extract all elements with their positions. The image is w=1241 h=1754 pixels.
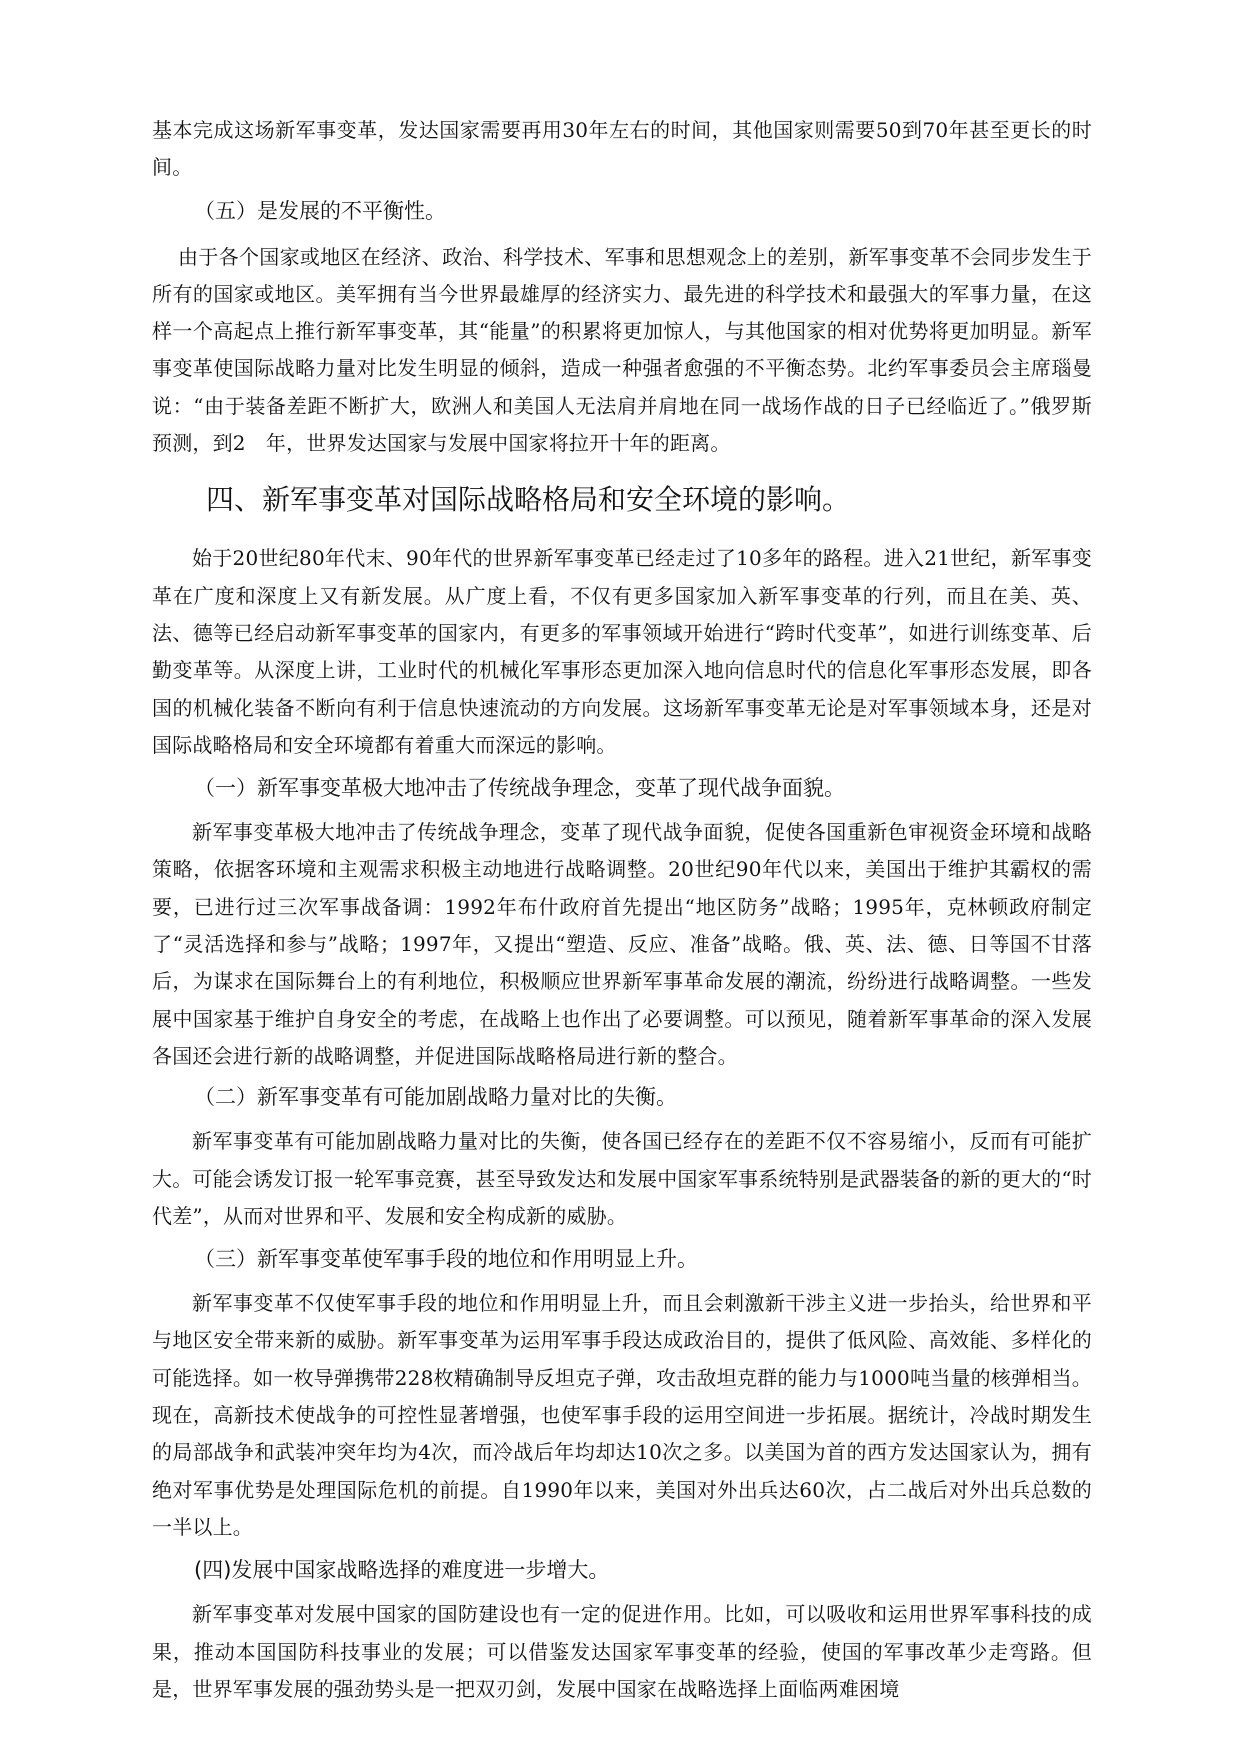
paragraph-strategy-adjustment: 新军事变革极大地冲击了传统战争理念，变革了现代战争面貌，促使各国重新色审视资金环境和战略策略，依据客环境和主观需求积极主动地进行战略调整。20世纪90年代以来，美国出于维护其霸权的需要，已进行过三次军事战备调：1992年布什政府首先提出“地区防务”战略；1995年，克林顿政府制定了“灵活选择和参与”战略；1997年，又提出“塑造、反应、准备”战略。俄、英、法、德、日等国不甘落后，为谋求在国际舞台上的有利地位，积极顺应世界新军事革命发展的潮流，纷纷进行战略调整。一些发展中国家基于维护自身安全的考虑，在战略上也作出了必要调整。可以预见，随着新军事革命的深入发展各国还会进行新的战略调整，并促进国际战略格局进行新的整合。 xyxy=(152,820,1092,1068)
paragraph-military-means: 新军事变革不仅使军事手段的地位和作用明显上升，而且会刺激新干涉主义进一步抬头，给世界和平与地区安全带来新的威胁。新军事变革为运用军事手段达成政治目的，提供了低风险、高效能、多样化的可能选择。如一枚导弹携带228枚精确制导反坦克子弹，攻击敌坦克群的能力与1000吨当量的核弹相当。现在，高新技术使战争的可控性显著增强，也使军事手段的运用空间进一步拓展。据统计，冷战时期发生的局部战争和武装冲突年均为4次，而冷战后年均却达10次之多。以美国为首的西方发达国家认为，拥有绝对军事优势是处理国际危机的前提。自1990年以来，美国对外出兵达60次，占二战后对外出兵总数的一半以上。 xyxy=(152,1291,1092,1539)
section-heading-2: （二）新军事变革有可能加剧战略力量对比的失衡。 xyxy=(194,1085,677,1110)
paragraph-developing-countries: 新军事变革对发展中国家的国防建设也有一定的促进作用。比如，可以吸收和运用世界军事科技的成果，推动本国国防科技事业的发展；可以借鉴发达国家军事变革的经验，使国的军事改革少走弯路。但是，世界军事发展的强劲势头是一把双刃剑，发展中国家在战略选择上面临两难困境 xyxy=(152,1602,1092,1701)
document-page xyxy=(152,112,1092,1708)
section-heading-4: (四)发展中国家战略选择的难度进一步增大。 xyxy=(194,1558,610,1583)
section-heading-3: （三）新军事变革使军事手段的地位和作用明显上升。 xyxy=(194,1247,698,1272)
section-heading-5: （五）是发展的不平衡性。 xyxy=(194,198,446,223)
paragraph-continuation: 基本完成这场新军事变革，发达国家需要再用30年左右的时间，其他国家则需要50到70年甚至更长的时间。 xyxy=(152,118,1092,180)
chapter-heading-4: 四、新军事变革对国际战略格局和安全环境的影响。 xyxy=(206,483,851,517)
section-heading-1: （一）新军事变革极大地冲击了传统战争理念，变革了现代战争面貌。 xyxy=(194,776,845,801)
paragraph-intro: 始于20世纪80年代末、90年代的世界新军事变革已经走过了10多年的路程。进入21世纪，新军事变革在广度和深度上又有新发展。从广度上看，不仅有更多国家加入新军事变革的行列，而且在美、英、法、德等已经启动新军事变革的国家内，有更多的军事领域开始进行“跨时代变革”，如进行训练变革、后勤变革等。从深度上讲，工业时代的机械化军事形态更加深入地向信息时代的信息化军事形态发展，即各国的机械化装备不断向有利于信息快速流动的方向发展。这场新军事变革无论是对军事领域本身，还是对国际战略格局和安全环境都有着重大而深远的影响。 xyxy=(152,546,1092,757)
paragraph-imbalance: 由于各个国家或地区在经济、政治、科学技术、军事和思想观念上的差别，新军事变革不会同步发生于所有的国家或地区。美军拥有当今世界最雄厚的经济实力、最先进的科学技术和最强大的军事力量，在这样一个高起点上推行新军事变革，其“能量”的积累将更加惊人，与其他国家的相对优势将更加明显。新军事变革使国际战略力量对比发生明显的倾斜，造成一种强者愈强的不平衡态势。北约军事委员会主席瑙曼说：“由于装备差距不断扩大，欧洲人和美国人无法肩并肩地在同一战场作战的日子已经临近了。”俄罗斯预测，到2 年，世界发达国家与发展中国家将拉开十年的距离。 xyxy=(152,244,1092,456)
paragraph-power-balance: 新军事变革有可能加剧战略力量对比的失衡，使各国已经存在的差距不仅不容易缩小，反而有可能扩大。可能会诱发订报一轮军事竞赛，甚至导致发达和发展中国家军事系统特别是武器装备的新的更大的“时代差”，从而对世界和平、发展和安全构成新的威胁。 xyxy=(152,1129,1092,1228)
